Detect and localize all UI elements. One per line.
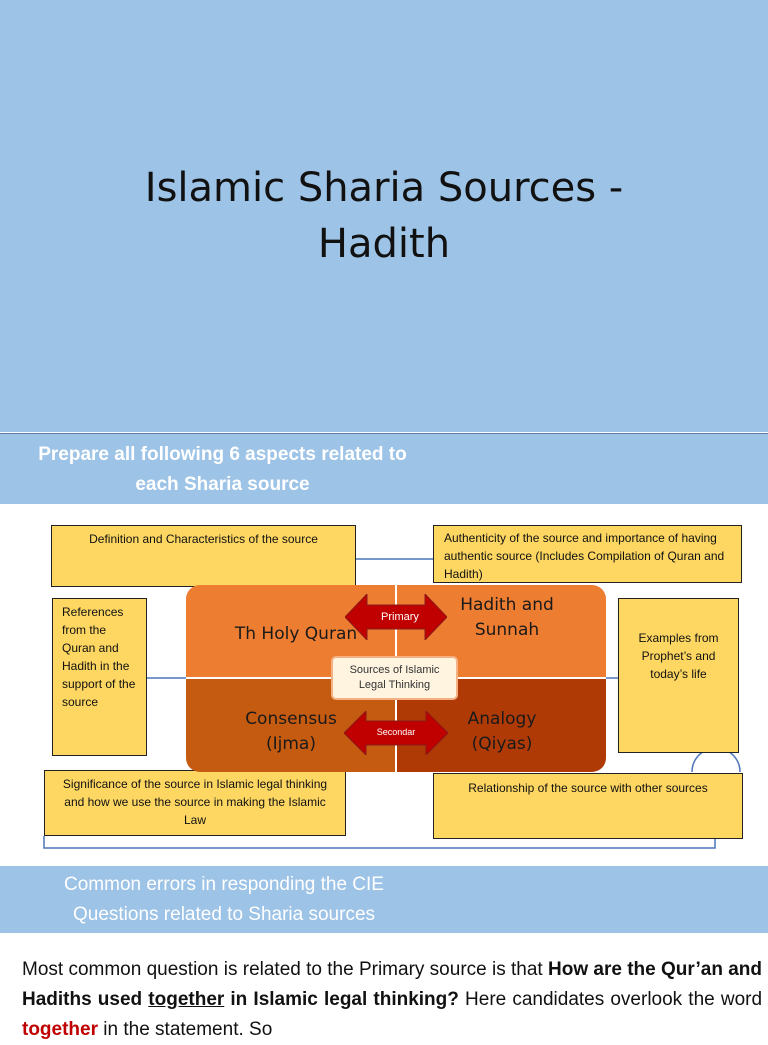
qiyas-label: Analogy (Qiyas) — [467, 709, 537, 754]
slide2-header-line-1: Prepare all following 6 aspects related to — [38, 444, 407, 465]
slide3-header — [0, 870, 448, 930]
quran-label: Th Holy Quran — [234, 624, 358, 644]
slide2-header-line-2: each Sharia source — [135, 474, 310, 495]
definition-box: Definition and Characteristics of the source — [51, 525, 356, 587]
hadith-label: Hadith and Sunnah — [460, 595, 554, 640]
secondary-arrow-label: Secondar — [376, 727, 416, 737]
slide2-header — [0, 440, 445, 500]
primary-arrow-label: Primary — [381, 611, 419, 623]
slide3-header-line-2: Questions related to Sharia sources — [72, 904, 376, 925]
center-label: Sources of Islamic Legal Thinking — [331, 656, 458, 700]
references-box: References from the Quran and Hadith in the support of the source — [52, 598, 147, 756]
slide3-header-line-1: Common errors in responding the CIE — [64, 874, 384, 895]
title-line-2: Hadith — [317, 221, 451, 267]
ijma-label: Consensus (Ijma) — [245, 709, 337, 754]
title-line-1: Islamic Sharia Sources - — [144, 165, 624, 211]
slide-title — [0, 160, 768, 272]
relationship-box: Relationship of the source with other sources — [433, 773, 743, 839]
authenticity-box: Authenticity of the source and importance of having authentic source (Includes Compilation of Quran and Hadith) — [433, 525, 742, 583]
slide3-body-text: Most common question is related to the Primary source is that How are the Qur’an and Hadiths used together in Islamic legal thinking? Here candidates overlook the word together in the statement. So — [22, 959, 763, 1040]
examples-box: Examples from Prophet’s and today’s life — [618, 598, 739, 753]
significance-box: Significance of the source in Islamic legal thinking and how we use the source in making the Islamic Law — [44, 770, 346, 836]
